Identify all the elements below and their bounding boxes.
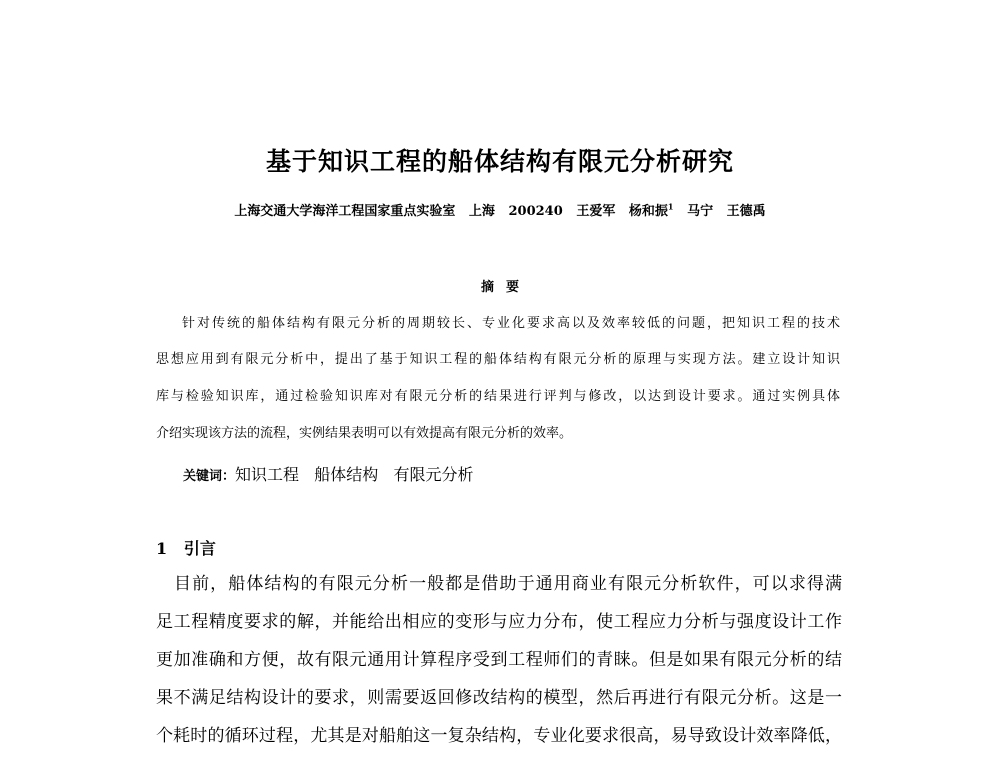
section-heading: 1 引言 bbox=[156, 539, 216, 558]
abstract-heading: 摘要 bbox=[480, 280, 531, 295]
body-line: 个耗时的循环过程，尤其是对船舶这一复杂结构，专业化要求很高，易导致设计效率降低， bbox=[156, 726, 842, 746]
author-affiliation-line bbox=[0, 200, 1000, 219]
body-line: 更加准确和方便，故有限元通用计算程序受到工程师们的青睐。但是如果有限元分析的结 bbox=[156, 650, 842, 670]
paper-title: 基于知识工程的船体结构有限元分析研究 bbox=[265, 147, 734, 176]
body-line: 目前，船体结构的有限元分析一般都是借助于通用商业有限元分析软件，可以求得满 bbox=[174, 574, 842, 594]
keywords-label: 关键词： bbox=[183, 469, 236, 484]
abstract-line: 思想应用到有限元分析中，提出了基于知识工程的船体结构有限元分析的原理与实现方法。建立设计知识 bbox=[156, 352, 840, 367]
body-line: 果不满足结构设计的要求，则需要返回修改结构的模型，然后再进行有限元分析。这是一 bbox=[156, 688, 842, 708]
authors-tail: 马宁 王德禹 bbox=[673, 204, 766, 219]
abstract-line: 针对传统的船体结构有限元分析的周期较长、专业化要求高以及效率较低的问题，把知识工程的技术 bbox=[182, 316, 840, 331]
abstract-line: 介绍实现该方法的流程，实例结果表明可以有效提高有限元分析的效率。 bbox=[156, 426, 573, 441]
keywords bbox=[183, 462, 474, 485]
abstract-line: 库与检验知识库，通过检验知识库对有限元分析的结果进行评判与修改，以达到设计要求。通过实例具体 bbox=[156, 389, 840, 404]
body-line: 足工程精度要求的解，并能给出相应的变形与应力分布，使工程应力分析与强度设计工作 bbox=[156, 612, 842, 632]
author-footnote-marker: 1 bbox=[667, 201, 674, 212]
keywords-text: 知识工程 船体结构 有限元分析 bbox=[235, 465, 474, 484]
authors-text: 上海交通大学海洋工程国家重点实验室 上海 200240 王爱军 杨和振 bbox=[234, 204, 668, 219]
